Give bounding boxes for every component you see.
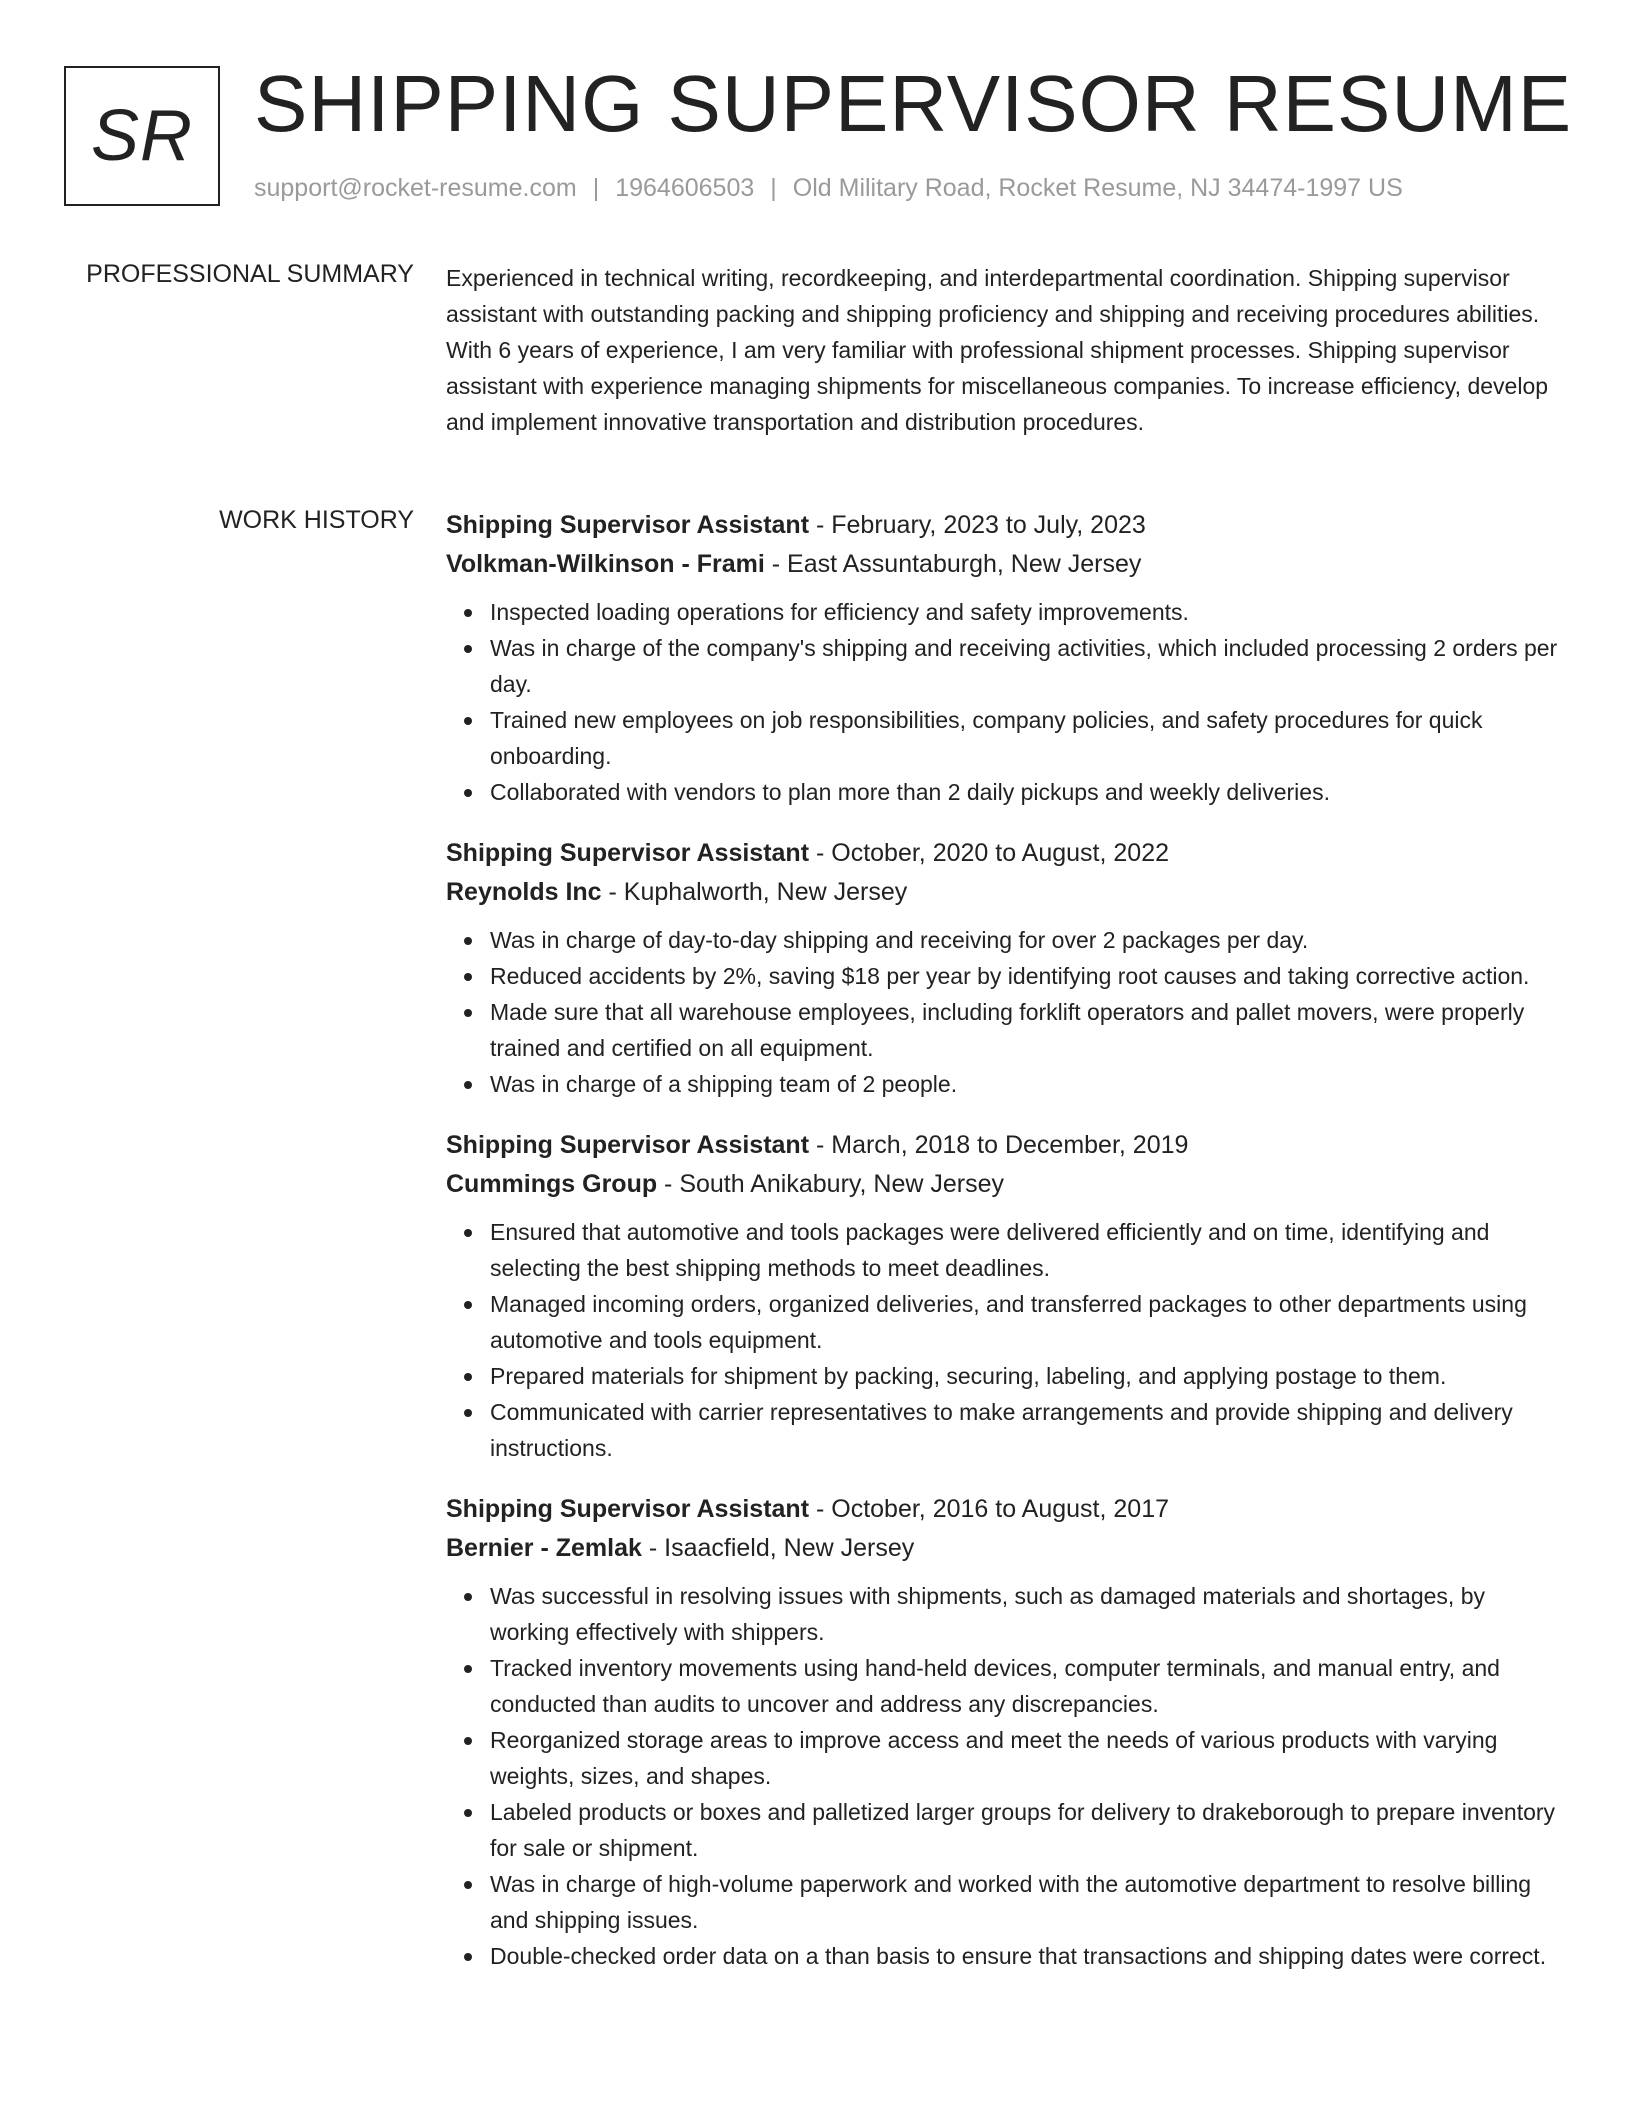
job-bullet: Was in charge of high-volume paperwork and worked with the automotive department to resolve billing and shipping issues.: [490, 1866, 1566, 1938]
contact-line: [254, 174, 1403, 203]
job-bullet-list: [446, 1578, 1566, 1974]
job-title-line: [446, 1126, 1566, 1165]
job-dates: - March, 2018 to December, 2019: [809, 1131, 1189, 1159]
job-entry: [446, 1126, 1566, 1466]
job-location: - East Assuntaburgh, New Jersey: [764, 550, 1142, 578]
job-bullet-list: [446, 922, 1566, 1102]
job-title: Shipping Supervisor Assistant: [446, 839, 810, 867]
job-title-line: [446, 1490, 1566, 1529]
contact-address: Old Military Road, Rocket Resume, NJ 34474-1997 US: [792, 174, 1403, 202]
job-title: Shipping Supervisor Assistant: [446, 1495, 810, 1523]
job-company: Cummings Group: [446, 1170, 658, 1198]
job-company: Reynolds Inc: [446, 878, 602, 906]
job-bullet: Was in charge of day-to-day shipping and receiving for over 2 packages per day.: [490, 922, 1566, 958]
job-bullet: Collaborated with vendors to plan more than 2 daily pickups and weekly deliveries.: [490, 774, 1566, 810]
monogram-logo: SR: [64, 66, 220, 206]
job-bullet: Labeled products or boxes and palletized larger groups for delivery to drakeborough to prepare inventory for sale or shipment.: [490, 1794, 1566, 1866]
job-bullet: Managed incoming orders, organized deliveries, and transferred packages to other departments using automotive and tools equipment.: [490, 1286, 1566, 1358]
job-bullet: Made sure that all warehouse employees, including forklift operators and pallet movers, were properly trained and certified on all equipment.: [490, 994, 1566, 1066]
job-entry: [446, 1490, 1566, 1974]
job-bullet: Was successful in resolving issues with shipments, such as damaged materials and shortages, by working effectively with shippers.: [490, 1578, 1566, 1650]
job-title-line: [446, 506, 1566, 545]
job-bullet: Trained new employees on job responsibilities, company policies, and safety procedures for quick onboarding.: [490, 702, 1566, 774]
summary-body: [446, 260, 1566, 440]
summary-text: Experienced in technical writing, recordkeeping, and interdepartmental coordination. Shipping supervisor assistant with outstanding packing and shipping proficiency and shipping and receiving procedures abilities. With 6 years of experience, I am very familiar with professional shipment processes. Shipping supervisor assistant with experience managing shipments for miscellaneous companies. To increase efficiency, develop and implement innovative transportation and distribution procedures.: [446, 265, 1549, 435]
job-bullet: Reduced accidents by 2%, saving $18 per year by identifying root causes and taking corrective action.: [490, 958, 1566, 994]
job-company-line: [446, 545, 1566, 584]
job-location: - South Anikabury, New Jersey: [657, 1170, 1005, 1198]
job-dates: - October, 2016 to August, 2017: [809, 1495, 1170, 1523]
page-title: SHIPPING SUPERVISOR RESUME: [254, 59, 1573, 148]
job-title-line: [446, 834, 1566, 873]
job-dates: - February, 2023 to July, 2023: [809, 511, 1146, 539]
contact-email: support@rocket-resume.com: [254, 174, 577, 202]
job-entry: [446, 834, 1566, 1102]
job-bullet: Tracked inventory movements using hand-held devices, computer terminals, and manual entry, and conducted than audits to uncover and address any discrepancies.: [490, 1650, 1566, 1722]
job-bullet: Ensured that automotive and tools packages were delivered efficiently and on time, identifying and selecting the best shipping methods to meet deadlines.: [490, 1214, 1566, 1286]
job-company-line: [446, 1529, 1566, 1568]
job-bullet-list: [446, 594, 1566, 810]
work-history-body: [446, 506, 1566, 1998]
job-bullet-list: [446, 1214, 1566, 1466]
job-bullet: Communicated with carrier representatives to make arrangements and provide shipping and delivery instructions.: [490, 1394, 1566, 1466]
job-title: Shipping Supervisor Assistant: [446, 1131, 810, 1159]
job-bullet: Was in charge of the company's shipping and receiving activities, which included processing 2 orders per day.: [490, 630, 1566, 702]
job-company-line: [446, 1165, 1566, 1204]
job-bullet: Was in charge of a shipping team of 2 people.: [490, 1066, 1566, 1102]
job-bullet: Prepared materials for shipment by packing, securing, labeling, and applying postage to them.: [490, 1358, 1566, 1394]
contact-phone: 1964606503: [615, 174, 755, 202]
job-location: - Isaacfield, New Jersey: [641, 1534, 915, 1562]
job-bullet: Reorganized storage areas to improve access and meet the needs of various products with varying weights, sizes, and shapes.: [490, 1722, 1566, 1794]
job-bullet: Inspected loading operations for efficiency and safety improvements.: [490, 594, 1566, 630]
job-dates: - October, 2020 to August, 2022: [809, 839, 1170, 867]
contact-separator: |: [770, 174, 777, 202]
job-company: Volkman-Wilkinson - Frami: [446, 550, 765, 578]
job-location: - Kuphalworth, New Jersey: [601, 878, 908, 906]
job-entry: [446, 506, 1566, 810]
section-label-work-history: WORK HISTORY: [219, 506, 414, 534]
section-label-summary: PROFESSIONAL SUMMARY: [86, 260, 414, 288]
job-company: Bernier - Zemlak: [446, 1534, 642, 1562]
job-bullet: Double-checked order data on a than basis to ensure that transactions and shipping dates were correct.: [490, 1938, 1566, 1974]
job-company-line: [446, 873, 1566, 912]
contact-separator: |: [592, 174, 600, 202]
job-title: Shipping Supervisor Assistant: [446, 511, 810, 539]
